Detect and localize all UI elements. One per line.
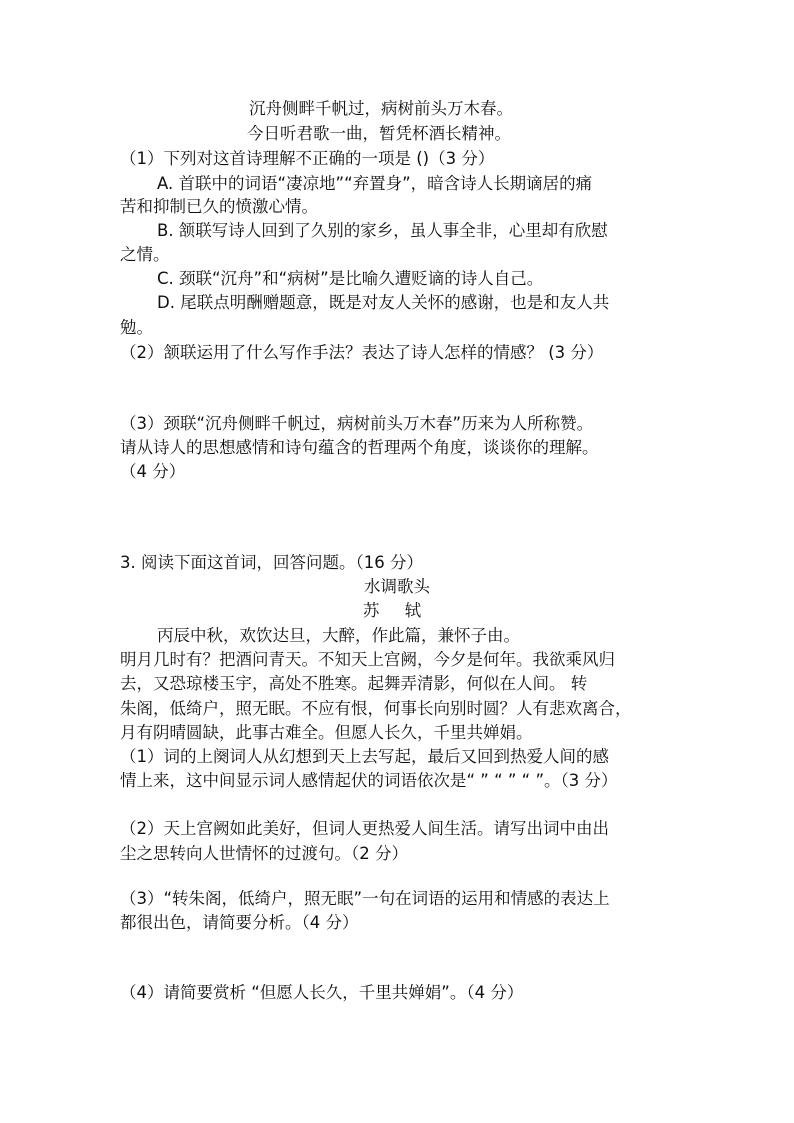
option-d-line-2: 勉。 bbox=[120, 318, 153, 337]
s3-question-1-line-2: 情上来，这中间显示词人感情起伏的词语依次是“ ” “ ” “ ”。（3 分） bbox=[120, 771, 618, 790]
s3-question-4: （4）请简要赏析 “但愿人长久，千里共婵娟”。（4 分） bbox=[120, 983, 524, 1002]
poem-line-1: 沉舟侧畔千帆过，病树前头万木春。 bbox=[249, 99, 513, 118]
s3-question-3-line-1: （3）“转朱阁，低绮户，照无眠”一句在词语的运用和情感的表达上 bbox=[120, 889, 610, 908]
question-1-stem: （1）下列对这首诗理解不正确的一项是 ()（3 分） bbox=[120, 149, 495, 168]
question-2: （2）颔联运用了什么写作手法？表达了诗人怎样的情感？ (3 分） bbox=[120, 343, 604, 362]
option-a-line-2: 苦和抑制已久的愤激心情。 bbox=[120, 197, 318, 216]
poem-body-line-4: 月有阴晴圆缺，此事古难全。但愿人长久，千里共婵娟。 bbox=[120, 723, 533, 742]
option-d-line-1: D. 尾联点明酬赠题意，既是对友人关怀的感谢，也是和友人共 bbox=[157, 293, 610, 312]
option-b-line-1: B. 颔联写诗人回到了久别的家乡，虽人事全非，心里却有欣慰 bbox=[157, 221, 608, 240]
poem-body-line-3: 朱阁，低绮户，照无眠。不应有恨，何事长向别时圆？人有悲欢离合， bbox=[120, 699, 632, 718]
s3-question-2-line-2: 尘之思转向人世情怀的过渡句。（2 分） bbox=[120, 844, 408, 863]
question-3-line-1: （3）颈联“沉舟侧畔千帆过，病树前头万木春”历来为人所称赞。 bbox=[120, 414, 594, 433]
option-a-line-1: A. 首联中的词语“凄凉地”“弃置身”，暗含诗人长期谪居的痛 bbox=[157, 174, 593, 193]
s3-question-2-line-1: （2）天上宫阙如此美好，但词人更热爱人间生活。请写出词中由出 bbox=[120, 819, 609, 838]
poem-preface: 丙辰中秋，欢饮达旦，大醉，作此篇，兼怀子由。 bbox=[157, 626, 520, 645]
poem-title: 水调歌头 bbox=[364, 577, 430, 596]
question-3-line-2: 请从诗人的思想感情和诗句蕴含的哲理两个角度，谈谈你的理解。 bbox=[120, 438, 599, 457]
question-3-line-3: （4 分） bbox=[120, 462, 186, 481]
poem-author: 苏 轼 bbox=[362, 601, 432, 620]
option-b-line-2: 之情。 bbox=[120, 245, 170, 264]
s3-question-1-line-1: （1）词的上阕词人从幻想到天上去写起，最后又回到热爱人间的感 bbox=[120, 747, 609, 766]
poem-line-2: 今日听君歌一曲，暂凭杯酒长精神。 bbox=[247, 124, 511, 143]
section-3-heading: 3. 阅读下面这首词，回答问题。（16 分） bbox=[120, 553, 423, 572]
s3-question-3-line-2: 都很出色，请简要分析。（4 分） bbox=[120, 913, 359, 932]
poem-body-line-1: 明月几时有？把酒问青天。不知天上宫阙，今夕是何年。我欲乘风归 bbox=[120, 650, 615, 669]
option-c: C. 颈联“沉舟”和“病树”是比喻久遭贬谪的诗人自己。 bbox=[157, 269, 544, 288]
poem-body-line-2: 去，又恐琼楼玉宇，高处不胜寒。起舞弄清影，何似在人间。 转 bbox=[120, 674, 588, 693]
